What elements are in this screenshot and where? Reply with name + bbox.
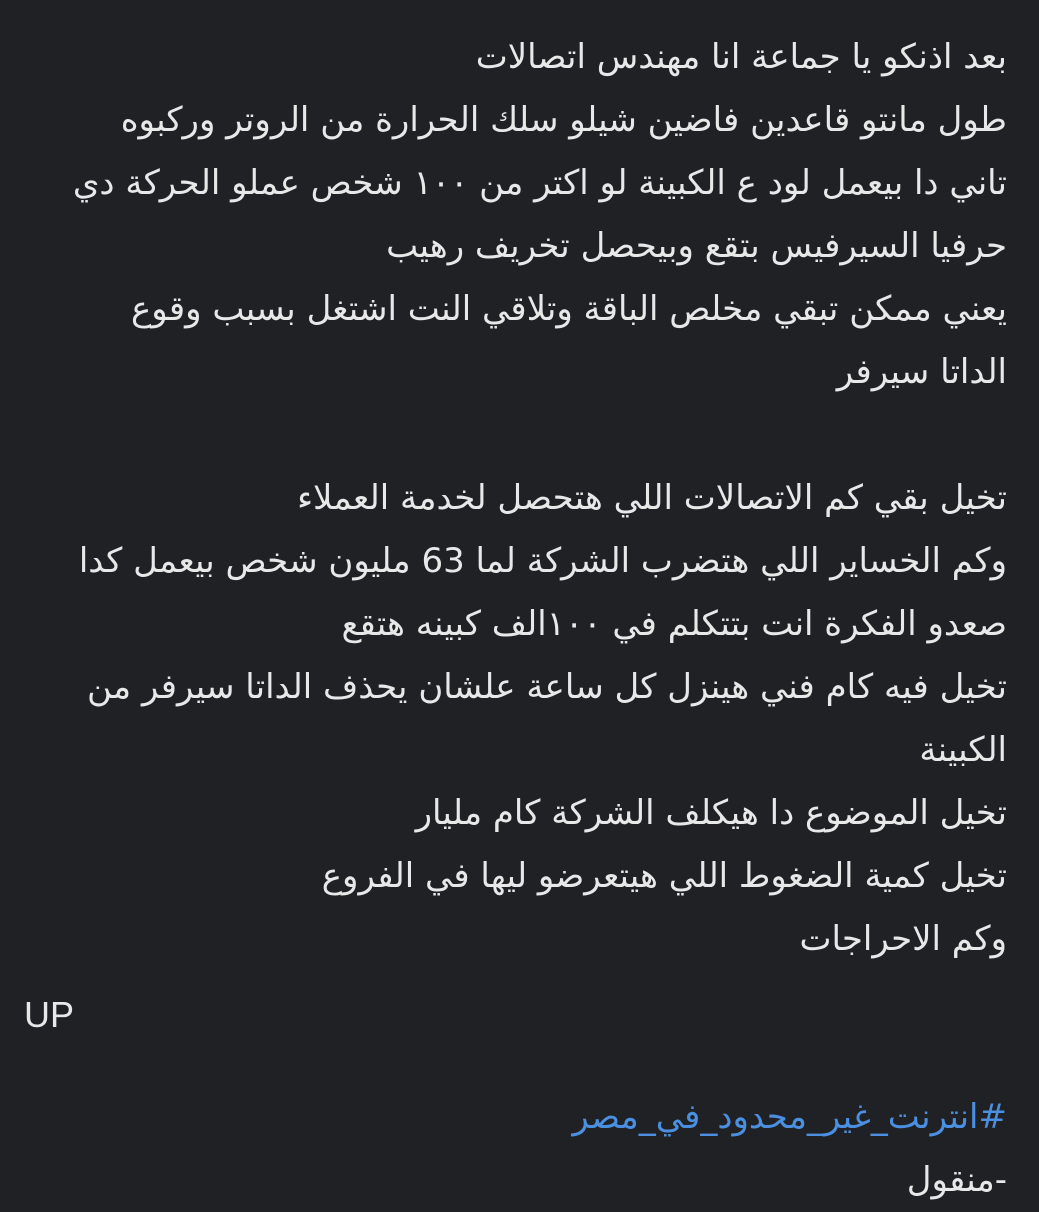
post-line: وكم الاحراجات — [799, 919, 1007, 959]
up-label: UP — [24, 994, 75, 1035]
post-line: صعدو الفكرة انت بتتكلم في ١٠٠الف كبينه هتقع — [341, 604, 1007, 644]
post-line: يعني ممكن تبقي مخلص الباقة وتلاقي النت اشتغل بسبب وقوع — [130, 289, 1007, 329]
post-line: تخيل كمية الضغوط اللي هيتعرضو ليها في الفروع — [321, 856, 1007, 896]
hashtag-link[interactable]: #انترنت_غير_محدود_في_مصر — [572, 1097, 1007, 1137]
post-line: الداتا سيرفر — [836, 352, 1007, 392]
post-line: الكبينة — [919, 730, 1007, 770]
post-line: بعد اذنكو يا جماعة انا مهندس اتصالات — [475, 37, 1007, 77]
hashtag-line — [24, 1086, 1007, 1149]
post-line: تخيل فيه كام فني هينزل كل ساعة علشان يحذف الداتا سيرفر من — [87, 667, 1007, 707]
paragraph-1 — [24, 26, 1007, 404]
post-line: تخيل الموضوع دا هيكلف الشركة كام مليار — [415, 793, 1007, 833]
post-line: حرفيا السيرفيس بتقع وبيحصل تخريف رهيب — [386, 226, 1007, 266]
footer-text: -منقول — [906, 1160, 1007, 1200]
post-line: تخيل بقي كم الاتصالات اللي هتحصل لخدمة العملاء — [297, 478, 1007, 518]
post-line: وكم الخساير اللي هتضرب الشركة لما 63 مليون شخص بيعمل كدا — [78, 541, 1007, 581]
post-line: طول مانتو قاعدين فاضين شيلو سلك الحرارة من الروتر وركبوه — [120, 100, 1007, 140]
post-line: تاني دا بيعمل لود ع الكبينة لو اكتر من ١٠٠ شخص عملو الحركة دي — [72, 163, 1007, 203]
paragraph-2 — [24, 467, 1007, 971]
paragraph-gap — [24, 404, 1007, 467]
